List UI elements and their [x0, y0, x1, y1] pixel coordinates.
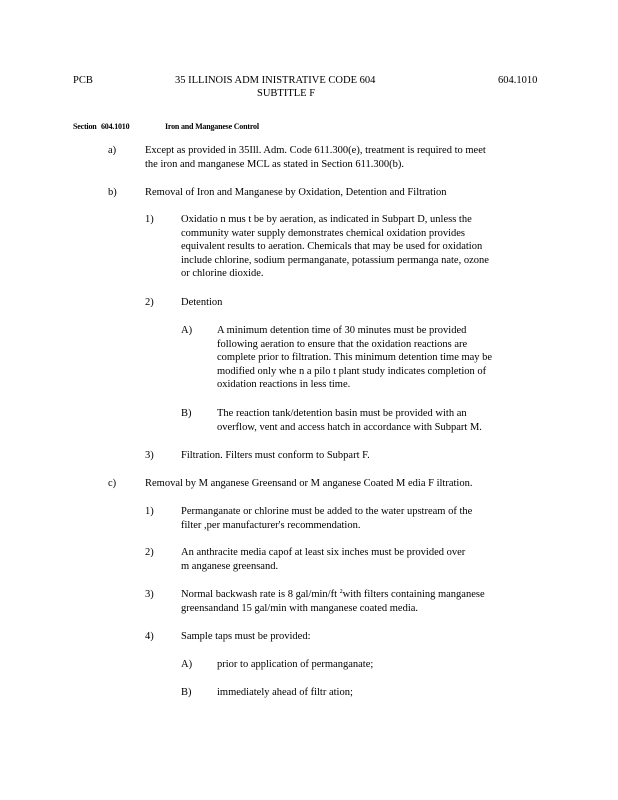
item-c4B-text: immediately ahead of filtr ation;: [217, 687, 353, 698]
item-b2B-text: The reaction tank/detention basin must be provided with an overflow, vent and access hatch in accordance with Subpart M.: [217, 408, 482, 433]
item-b1-text: Oxidatio n mus t be by aeration, as indicated in Subpart D, unless the community water supply demonstrates chemical oxidation provides equivalent results to aeration. Chemicals that may be used for oxidation include chlorine, sodium permanganate, potassium permanga nate, ozone or chlorine dioxide.: [181, 214, 489, 279]
item-b3-text: Filtration. Filters must conform to Subpart F.: [181, 450, 370, 461]
item-c3-superscript: 2: [339, 589, 343, 595]
header-right: 604.1010: [498, 75, 538, 86]
section-number: 604.1010: [101, 122, 130, 131]
item-c4-marker: 4): [145, 631, 154, 642]
item-c-marker: c): [108, 478, 117, 489]
item-c2-text: An anthracite media capof at least six inches must be provided over m anganese greensand.: [181, 547, 466, 572]
item-b3-marker: 3): [145, 450, 154, 461]
item-b2A-text: A minimum detention time of 30 minutes must be provided following aeration to ensure that the oxidation reactions are complete prior to filtration. This minimum detention time may be modified only whe n a pilo t plant study indicates completion of oxidation reactions in less time.: [217, 325, 493, 390]
item-b2-title: Detention: [181, 297, 223, 308]
item-b-marker: b): [108, 187, 117, 198]
item-a-marker: a): [108, 145, 117, 156]
header-center-line1: 35 ILLINOIS ADM INISTRATIVE CODE 604: [175, 75, 376, 86]
item-c-title: Removal by M anganese Greensand or M anganese Coated M edia F iltration.: [145, 478, 473, 489]
item-b1-marker: 1): [145, 214, 154, 225]
item-a-text: Except as provided in 35Ill. Adm. Code 611.300(e), treatment is required to meet the iron and manganese MCL as stated in Section 611.300(b).: [145, 145, 486, 170]
item-b2A-marker: A): [181, 325, 193, 336]
item-c4A-marker: A): [181, 659, 193, 670]
section-title: Iron and Manganese Control: [165, 122, 259, 131]
item-b-title: Removal of Iron and Manganese by Oxidation, Detention and Filtration: [145, 187, 447, 198]
item-b2-marker: 2): [145, 297, 154, 308]
item-c4A-text: prior to application of permanganate;: [217, 659, 374, 670]
item-c4-title: Sample taps must be provided:: [181, 631, 311, 642]
item-c3-line1: [181, 588, 485, 602]
header-center-line2: SUBTITLE F: [257, 88, 316, 99]
section-label: Section: [73, 122, 97, 131]
item-c3-line1-after: with filters containing manganese: [342, 589, 485, 600]
item-b2B-marker: B): [181, 408, 192, 419]
item-c2-marker: 2): [145, 547, 154, 558]
item-c3-line2: greensandand 15 gal/min with manganese coated media.: [181, 602, 419, 614]
header-left: PCB: [73, 75, 93, 86]
item-c1-marker: 1): [145, 506, 154, 517]
item-c1-text: Permanganate or chlorine must be added to the water upstream of the filter ,per manufacturer's recommendation.: [181, 506, 473, 531]
item-c4B-marker: B): [181, 687, 192, 698]
item-c3-line1-before: Normal backwash rate is 8 gal/min/ft: [181, 589, 340, 600]
item-c3-marker: 3): [145, 589, 154, 600]
